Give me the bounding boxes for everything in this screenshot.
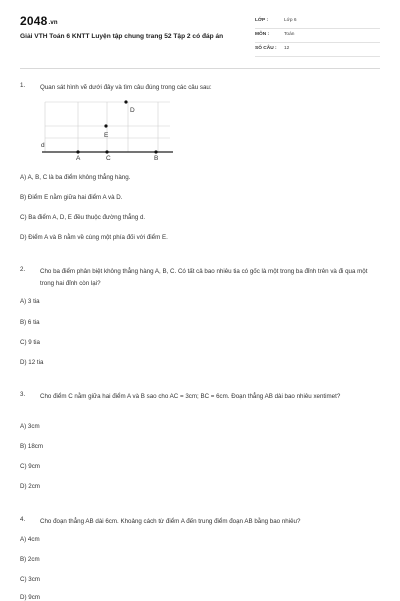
question-number: 2. bbox=[20, 266, 26, 273]
point-D bbox=[124, 100, 127, 103]
option-3b[interactable]: B) 18cm bbox=[20, 443, 44, 450]
option-4a[interactable]: A) 4cm bbox=[20, 536, 40, 543]
point-C bbox=[105, 150, 108, 153]
logo-text: 2048 bbox=[20, 14, 48, 28]
point-B bbox=[154, 150, 157, 153]
meta-subject-value: Toán bbox=[284, 32, 295, 37]
geometry-figure bbox=[40, 96, 175, 166]
option-1b[interactable]: B) Điểm E nằm giữa hai điểm A và D. bbox=[20, 194, 123, 201]
option-4d[interactable]: D) 9cm bbox=[20, 594, 40, 601]
document-title: Giải VTH Toán 6 KNTT Luyện tập chung trang 52 Tập 2 có đáp án bbox=[20, 33, 224, 40]
label-A: A bbox=[76, 155, 81, 162]
question-stem: Cho đoạn thẳng AB dài 6cm. Khoảng cách từ điểm A đến trung điểm đoạn AB bằng bao nhiêu? bbox=[40, 518, 301, 525]
label-E: E bbox=[104, 132, 109, 139]
meta-grade-label: LỚP : bbox=[255, 18, 269, 23]
meta-grade-row bbox=[255, 14, 380, 29]
question-number: 4. bbox=[20, 516, 26, 523]
option-3c[interactable]: C) 9cm bbox=[20, 463, 40, 470]
option-1c[interactable]: C) Ba điểm A, D, E đều thuộc đường thẳng d. bbox=[20, 214, 146, 221]
meta-count-value: 12 bbox=[284, 46, 290, 51]
option-2b[interactable]: B) 6 tia bbox=[20, 319, 40, 326]
label-C: C bbox=[106, 155, 111, 162]
figure-svg bbox=[40, 96, 175, 166]
option-2a[interactable]: A) 3 tia bbox=[20, 298, 40, 305]
meta-grade-value: Lớp 6 bbox=[284, 18, 297, 23]
option-1d[interactable]: D) Điểm A và B nằm về cùng một phía đối với điểm E. bbox=[20, 234, 168, 241]
meta-subject-label: MÔN : bbox=[255, 32, 270, 37]
label-D: D bbox=[130, 107, 135, 114]
label-d: d bbox=[41, 142, 45, 149]
point-E bbox=[104, 124, 107, 127]
logo-suffix: .vn bbox=[48, 20, 58, 26]
question-stem: Cho điểm C nằm giữa hai điểm A và B sao cho AC = 3cm; BC = 6cm. Đoạn thẳng AB dài bao nhiêu xentimet? bbox=[40, 393, 341, 400]
meta-count-row bbox=[255, 42, 380, 57]
question-stem: Cho ba điểm phân biệt không thẳng hàng A, B, C. Có tất cả bao nhiêu tia có gốc là một trong ba đỉnh trên và đi qua một trong hai đỉnh còn lại? bbox=[40, 268, 368, 287]
option-2c[interactable]: C) 9 tia bbox=[20, 339, 40, 346]
page-header bbox=[0, 0, 400, 62]
option-3d[interactable]: D) 2cm bbox=[20, 483, 40, 490]
option-4b[interactable]: B) 2cm bbox=[20, 556, 40, 563]
label-B: B bbox=[154, 155, 159, 162]
option-2d[interactable]: D) 12 tia bbox=[20, 359, 44, 366]
meta-subject-row bbox=[255, 28, 380, 43]
option-4c[interactable]: C) 3cm bbox=[20, 576, 40, 583]
meta-count-label: SỐ CÂU : bbox=[255, 46, 277, 51]
option-3a[interactable]: A) 3cm bbox=[20, 423, 40, 430]
question-number: 3. bbox=[20, 391, 26, 398]
question-stem: Quan sát hình vẽ dưới đây và tìm câu đúng trong các câu sau: bbox=[40, 84, 212, 91]
site-logo[interactable] bbox=[20, 14, 58, 28]
point-A bbox=[76, 150, 79, 153]
option-1a[interactable]: A) A, B, C là ba điểm không thẳng hàng. bbox=[20, 174, 131, 181]
header-divider bbox=[20, 68, 380, 69]
question-number: 1. bbox=[20, 82, 26, 89]
